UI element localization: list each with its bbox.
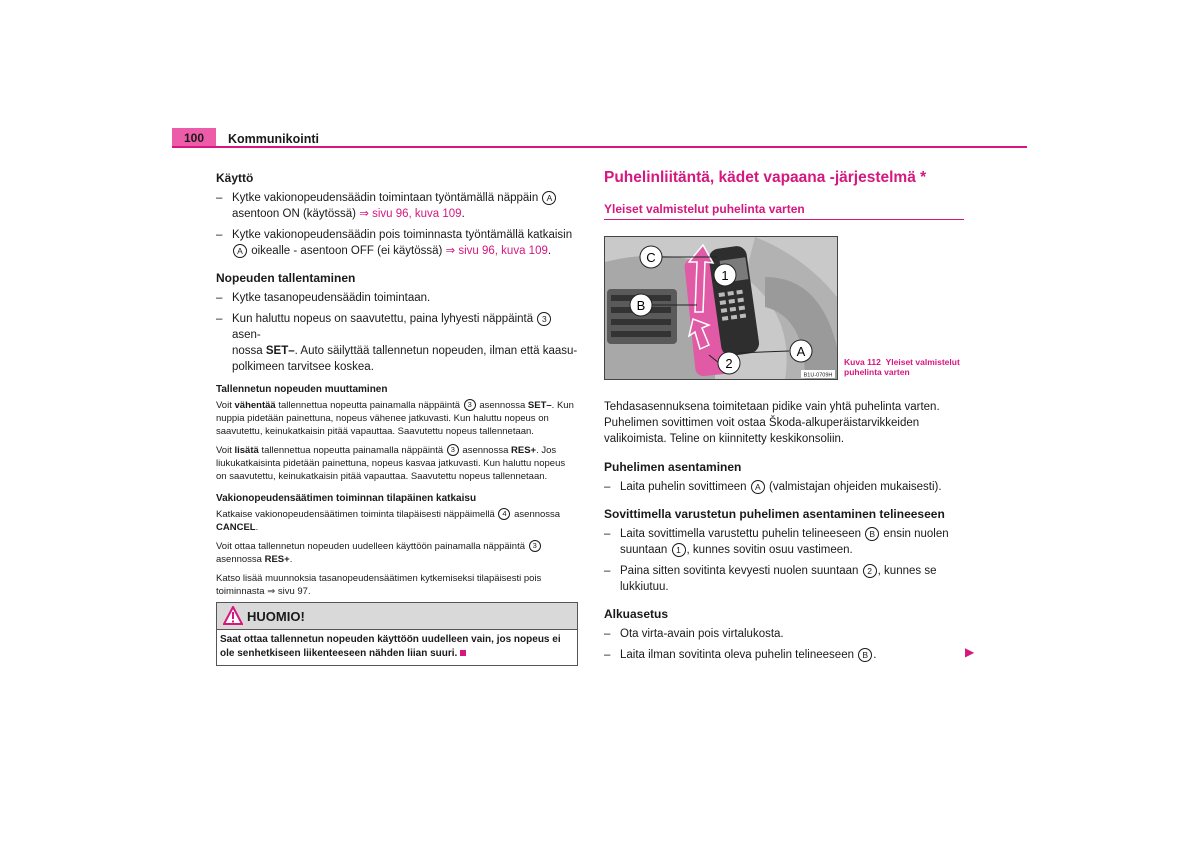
sovitin-item-1: – Laita sovittimella varustettu puhelin telineeseen B ensin nuolen suuntaan 1 , kunnes sovitin osuu vastimeen. <box>604 528 949 556</box>
alkuasetus-heading: Alkuasetus <box>604 607 669 621</box>
kaytto-heading: Käyttö <box>216 171 254 185</box>
sovitin-heading: Sovittimella varustetun puhelimen asentaminen telineeseen <box>604 507 945 521</box>
page-link[interactable]: sivu 96, kuva 109 <box>458 245 548 257</box>
figure-label-1: 1 <box>721 268 729 283</box>
tilapainen-paragraph-3: Katso lisää muunnoksia tasanopeudensäätimen kytkemiseksi tilapäisesti pois toiminnasta ⇒ sivu 97. <box>216 573 542 597</box>
marker-b: B <box>858 648 872 662</box>
warning-text: Saat ottaa tallennetun nopeuden käyttöön uudelleen vain, jos nopeus ei ole senhetkiseen liikenteeseen nähden liian suuri. <box>220 634 561 659</box>
figure-label-a: A <box>796 344 806 359</box>
marker-3: 3 <box>464 399 476 411</box>
section-title: Kommunikointi <box>228 132 319 146</box>
figure-label-c: C <box>646 250 656 265</box>
subsection-rule <box>604 219 964 220</box>
kaytto-item-2: – Kytke vakionopeudensäädin pois toiminnasta työntämällä katkaisin A oikealle - asentoon OFF (ei käytössä) ⇒ sivu 96, kuva 109. <box>216 229 573 257</box>
figure-phone-holder <box>604 236 838 380</box>
alkuasetus-item-1: – Ota virta-avain pois virtalukosta. <box>604 628 784 640</box>
figure-caption: Kuva 112 Yleiset valmistelut puhelinta varten <box>844 357 960 377</box>
left-column <box>216 170 578 598</box>
marker-3: 3 <box>447 444 459 456</box>
marker-a: A <box>233 244 247 258</box>
alkuasetus-item-2: – Laita ilman sovitinta oleva puhelin telineeseen B . <box>604 649 877 661</box>
marker-3: 3 <box>537 312 551 326</box>
tallentaminen-item-1: – Kytke tasanopeudensäädin toimintaan. <box>216 292 431 304</box>
ref-arrow-icon: ⇒ <box>445 245 456 257</box>
ref-arrow-icon: ⇒ <box>267 586 276 597</box>
intro-paragraph: Tehdasasennuksena toimitetaan pidike vain yhtä puhelinta varten. Puhelimen sovittimen voit ostaa Škoda-alkuperäistarvikkeiden valikoimista. Teline on kiinnitetty keskikonsoliin. <box>604 401 940 445</box>
muuttaminen-heading: Tallennetun nopeuden muuttaminen <box>216 384 388 395</box>
tallentaminen-item-2: – Kun haluttu nopeus on saavutettu, paina lyhyesti näppäintä 3 asen- nossa SET–. Auto säilyttää tallennetun nopeuden, ilman että kaasu- polkimeen tarvitsee koskea. <box>216 313 578 373</box>
right-body <box>604 399 966 663</box>
warning-title: HUOMIO! <box>247 609 305 624</box>
marker-a: A <box>751 480 765 494</box>
right-column <box>604 168 966 220</box>
warning-triangle-icon <box>223 606 243 625</box>
figure-code: B1U-0709H <box>803 372 833 379</box>
end-mark-icon <box>460 650 466 656</box>
sovitin-item-2: – Paina sitten sovitinta kevyesti nuolen suuntaan 2 , kunnes se lukkiutuu. <box>604 565 937 593</box>
marker-4: 4 <box>498 508 510 520</box>
marker-3: 3 <box>529 540 541 552</box>
warning-header <box>217 603 577 630</box>
phone-holder-illustration <box>605 237 837 379</box>
tilapainen-paragraph-1: Katkaise vakionopeudensäätimen toiminta tilapäisesti näppäimellä 4 asennossa CANCEL. <box>216 509 561 533</box>
chapter-title: Puhelinliitäntä, kädet vapaana -järjestelmä * <box>604 169 927 186</box>
ref-arrow-icon: ⇒ <box>359 208 369 220</box>
muuttaminen-paragraph-1: Voit vähentää tallennettua nopeutta painamalla näppäintä 3 asennossa SET–. Kun nuppia pidetään painettuna, nopeus vähenee jatkuvasti. Kun haluttu nopeus on saavutettu, keinukatkaisin pitää vapauttaa. Saavutettu nopeus tallennetaan. <box>216 400 574 437</box>
marker-b: B <box>865 527 879 541</box>
marker-a: A <box>542 191 556 205</box>
figure-label-2: 2 <box>725 356 733 371</box>
marker-2: 2 <box>863 564 877 578</box>
subsection-title: Yleiset valmistelut puhelinta varten <box>604 202 805 216</box>
figure-label-b: B <box>636 298 646 313</box>
tallentaminen-heading: Nopeuden tallentaminen <box>216 271 356 285</box>
page-link[interactable]: sivu 96, kuva 109 <box>372 208 462 220</box>
warning-box <box>216 602 578 666</box>
muuttaminen-paragraph-2: Voit lisätä tallennettua nopeutta painamalla näppäintä 3 asennossa RES+. Jos liukukatkaisinta pidetään painettuna, nopeus kasvaa jatkuvasti. Kun haluttu nopeus on saavutettu, keinukatkaisin pitää vapauttaa. Saavutettu nopeus tallennetaan. <box>216 445 566 482</box>
asentaminen-item-1: – Laita puhelin sovittimeen A (valmistajan ohjeiden mukaisesti). <box>604 481 942 493</box>
marker-1: 1 <box>672 543 686 557</box>
tilapainen-heading: Vakionopeudensäätimen toiminnan tilapäinen katkaisu <box>216 493 477 504</box>
kaytto-item-1: – Kytke vakionopeudensäädin toimintaan työntämällä näppäin A asentoon ON (käytössä) ⇒ sivu 96, kuva 109. <box>216 190 578 222</box>
asentaminen-heading: Puhelimen asentaminen <box>604 460 742 474</box>
page-number: 100 <box>183 131 205 145</box>
header-rule <box>172 146 1027 148</box>
next-page-arrow-icon[interactable]: ▶ <box>965 645 975 659</box>
tilapainen-paragraph-2: Voit ottaa tallennetun nopeuden uudelleen käyttöön painamalla näppäintä 3 asennossa RES+. <box>216 540 578 566</box>
